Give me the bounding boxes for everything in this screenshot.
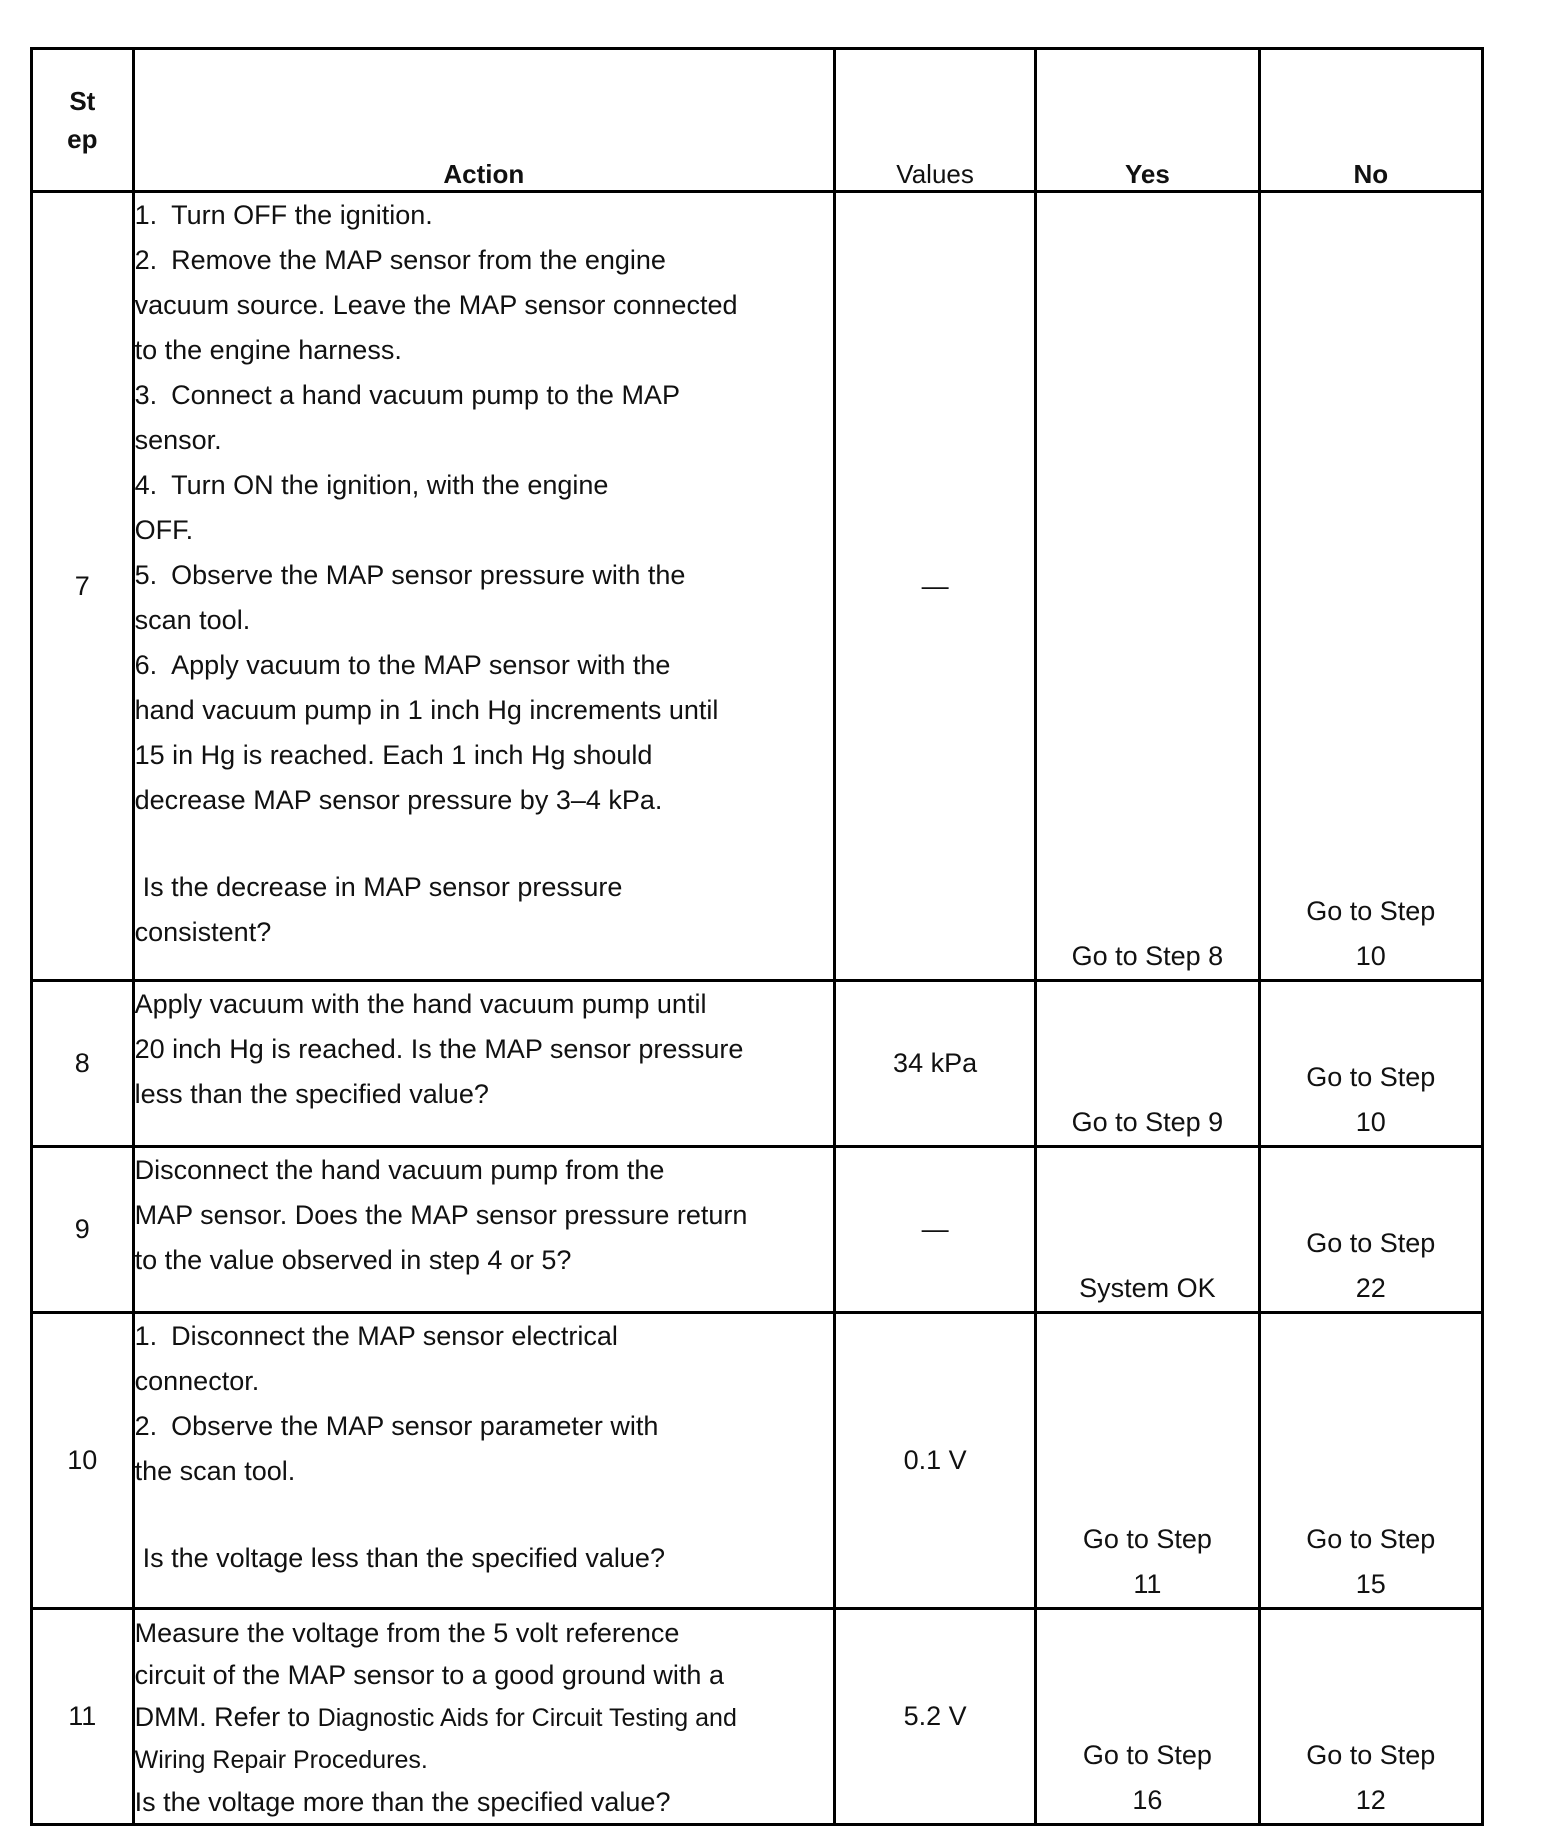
table-row: [32, 1313, 1483, 1609]
no-cell: Go to Step 22: [1259, 1147, 1482, 1313]
yes-cell: Go to Step 9: [1036, 981, 1259, 1147]
step-number: 7: [32, 192, 134, 981]
no-cell: Go to Step 10: [1259, 192, 1482, 981]
yes-cell: Go to Step 11: [1036, 1313, 1259, 1609]
yes-cell: System OK: [1036, 1147, 1259, 1313]
table-row: [32, 192, 1483, 981]
no-cell: Go to Step 10: [1259, 981, 1482, 1147]
no-cell: Go to Step 15: [1259, 1313, 1482, 1609]
header-values: Values: [834, 49, 1035, 192]
diagnostic-table: [30, 47, 1484, 1826]
table-header-row: [32, 49, 1483, 192]
action-cell: Disconnect the hand vacuum pump from the MAP sensor. Does the MAP sensor pressure return to the value observed in step 4 or 5?: [133, 1147, 834, 1313]
action-cell: Measure the voltage from the 5 volt reference circuit of the MAP sensor to a good ground with a DMM. Refer to Diagnostic Aids for Circuit Testing and Wiring Repair Procedures. Is the voltage more than the specified value?: [133, 1609, 834, 1825]
table-row: [32, 1147, 1483, 1313]
step-number: 11: [32, 1609, 134, 1825]
reference-link-text: Diagnostic Aids for Circuit Testing and: [317, 1704, 737, 1732]
header-action: Action: [133, 49, 834, 192]
value-cell: 34 kPa: [834, 981, 1035, 1147]
table-row: [32, 1609, 1483, 1825]
step-number: 10: [32, 1313, 134, 1609]
action-cell: Apply vacuum with the hand vacuum pump until 20 inch Hg is reached. Is the MAP sensor pressure less than the specified value?: [133, 981, 834, 1147]
yes-cell: Go to Step 16: [1036, 1609, 1259, 1825]
header-no: No: [1259, 49, 1482, 192]
value-cell: —: [834, 1147, 1035, 1313]
table-row: [32, 981, 1483, 1147]
action-cell: 1. Turn OFF the ignition. 2. Remove the MAP sensor from the engine vacuum source. Leave the MAP sensor connected to the engine harness. 3. Connect a hand vacuum pump to the MAP sensor. 4. Turn ON the ignition, with the engine OFF. 5. Observe the MAP sensor pressure with the scan tool. 6. Apply vacuum to the MAP sensor with the hand vacuum pump in 1 inch Hg increments until 15 in Hg is reached. Each 1 inch Hg should decrease MAP sensor pressure by 3–4 kPa. Is the decrease in MAP sensor pressure consistent?: [133, 192, 834, 981]
header-yes: Yes: [1036, 49, 1259, 192]
step-number: 8: [32, 981, 134, 1147]
yes-cell: Go to Step 8: [1036, 192, 1259, 981]
action-question: Is the voltage less than the specified value?: [142, 1543, 665, 1573]
value-cell: —: [834, 192, 1035, 981]
action-cell: 1. Disconnect the MAP sensor electrical connector. 2. Observe the MAP sensor parameter with the scan tool. Is the voltage less than the specified value?: [133, 1313, 834, 1609]
action-question: Is the decrease in MAP sensor pressure: [142, 872, 623, 902]
value-cell: 5.2 V: [834, 1609, 1035, 1825]
value-cell: 0.1 V: [834, 1313, 1035, 1609]
no-cell: Go to Step 12: [1259, 1609, 1482, 1825]
header-step: St ep: [32, 49, 134, 192]
step-number: 9: [32, 1147, 134, 1313]
